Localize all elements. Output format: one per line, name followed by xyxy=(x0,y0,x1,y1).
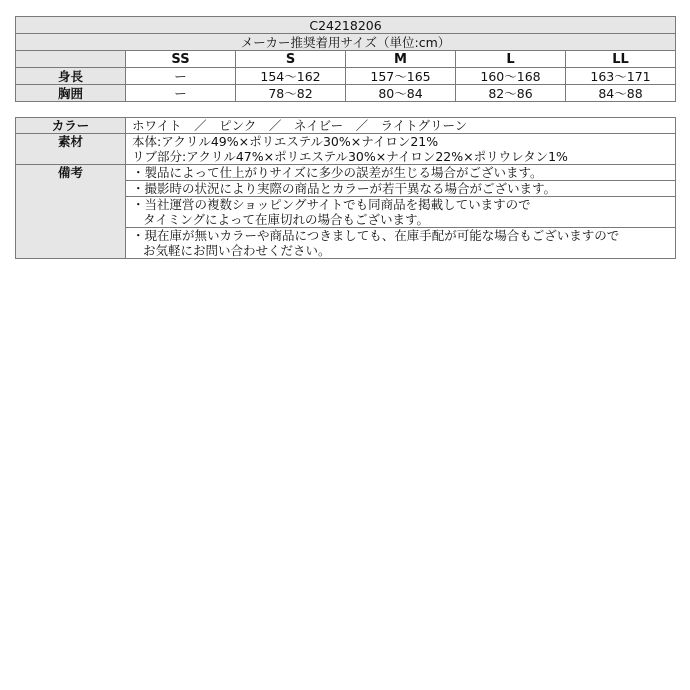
chest-ss: ー xyxy=(126,85,236,102)
product-code: C24218206 xyxy=(16,17,676,34)
notes-label: 備考 xyxy=(16,165,126,259)
height-ll: 163～171 xyxy=(566,68,676,85)
chest-label: 胸囲 xyxy=(16,85,126,102)
material-row xyxy=(16,134,676,165)
size-s: S xyxy=(236,51,346,68)
material-body: 本体:アクリル49%×ポリエステル30%×ナイロン21% xyxy=(132,134,439,149)
size-header-row xyxy=(16,51,676,68)
height-row xyxy=(16,68,676,85)
height-l: 160～168 xyxy=(456,68,566,85)
note-4 xyxy=(126,228,676,259)
note-4-text: ・現在庫が無いカラーや商品につきましても、在庫手配が可能な場合もございますので xyxy=(132,228,620,243)
size-ll: LL xyxy=(566,51,676,68)
color-label: カラー xyxy=(16,118,126,134)
height-ss: ー xyxy=(126,68,236,85)
note-3-text: ・当社運営の複数ショッピングサイトでも同商品を掲載していますので xyxy=(132,197,531,212)
color-row xyxy=(16,118,676,134)
material-value xyxy=(126,134,676,165)
chest-s: 78～82 xyxy=(236,85,346,102)
size-l: L xyxy=(456,51,566,68)
note-2-text: ・撮影時の状況により実際の商品とカラーが若干異なる場合がございます。 xyxy=(132,181,557,196)
chest-ll: 84～88 xyxy=(566,85,676,102)
note-3-cont: タイミングによって在庫切れの場合もございます。 xyxy=(143,212,430,227)
material-label: 素材 xyxy=(16,134,126,165)
height-s: 154～162 xyxy=(236,68,346,85)
size-ss: SS xyxy=(126,51,236,68)
height-m: 157～165 xyxy=(346,68,456,85)
material-rib: リブ部分:アクリル47%×ポリエステル30%×ナイロン22%×ポリウレタン1% xyxy=(132,149,568,164)
color-value: ホワイト ／ ピンク ／ ネイビー ／ ライトグリーン xyxy=(126,118,676,134)
chest-m: 80～84 xyxy=(346,85,456,102)
note-4-cont: お気軽にお問い合わせください。 xyxy=(143,243,331,258)
corner-cell xyxy=(16,51,126,68)
height-label: 身長 xyxy=(16,68,126,85)
note-1-text: ・製品によって仕上がりサイズに多少の誤差が生じる場合がございます。 xyxy=(132,165,543,180)
spec-table xyxy=(15,117,676,259)
size-table xyxy=(15,16,676,102)
size-caption: メーカー推奨着用サイズ（単位:cm） xyxy=(16,34,676,51)
chest-l: 82～86 xyxy=(456,85,566,102)
note-3 xyxy=(126,197,676,228)
note-2 xyxy=(126,181,676,197)
notes-row-1 xyxy=(16,165,676,181)
note-1 xyxy=(126,165,676,181)
size-m: M xyxy=(346,51,456,68)
chest-row xyxy=(16,85,676,102)
